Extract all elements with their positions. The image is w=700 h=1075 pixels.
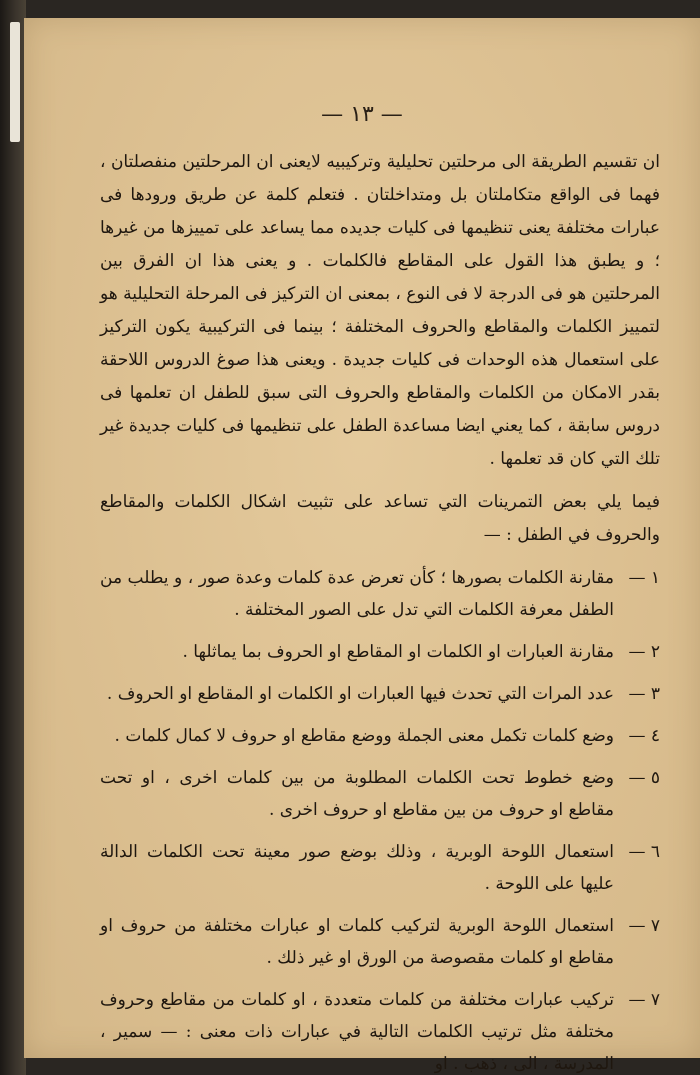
list-item bbox=[100, 678, 660, 710]
list-item bbox=[100, 910, 660, 974]
list-item-text: عدد المرات التي تحدث فيها العبارات او الكلمات او المقاطع او الحروف . bbox=[106, 684, 614, 704]
paragraph-1: ان تقسيم الطريقة الى مرحلتين تحليلية وتركيبيه لايعنى ان المرحلتين منفصلتان ، فهما فى الواقع متكاملتان بل ومتداخلتان . فتعلم كلمة عن طريق ورودها فى عبارات مختلفة يعنى تنظيمها فى كليات جديده مما يساعد على تمييزها من غيرها ؛ و يطبق هذا القول على المقاطع فالكلمات . و يعنى هذا ان الفرق بين المرحلتين هو فى الدرجة لا فى النوع ، بمعنى ان التركيز فى المرحلة التحليلية هو لتمييز الكلمات والمقاطع والحروف المختلفة ؛ بينما فى التركيبية يكون التركيز على استعمال هذه الوحدات فى كليات جديدة . ويعنى هذا صوغ الدروس اللاحقة بقدر الامكان من الكلمات والمقاطع والحروف التى سبق للطفل ان تعلمها فى دروس سابقة ، كما يعني ايضا مساعدة الطفل على تنظيمها فى كليات جديدة غير تلك التي كان قد تعلمها . bbox=[100, 152, 660, 469]
document-page bbox=[24, 18, 700, 1074]
page-number: — ١٣ — bbox=[321, 102, 403, 127]
list-item-number: ٧ — bbox=[628, 990, 660, 1010]
list-item-number: ٧ — bbox=[628, 916, 660, 936]
list-item bbox=[100, 562, 660, 626]
list-item-text: استعمال اللوحة الوبرية ، وذلك بوضع صور معينة تحت الكلمات الدالة عليها على اللوحة . bbox=[100, 842, 614, 894]
list-item bbox=[100, 836, 660, 900]
list-item-number: ٤ — bbox=[628, 726, 660, 746]
list-item bbox=[100, 984, 660, 1075]
list-item-text: مقارنة الكلمات بصورها ؛ كأن تعرض عدة كلمات وعدة صور ، و يطلب من الطفل معرفة الكلمات التي تدل على الصور المختلفة . bbox=[100, 568, 614, 620]
list-item-text: وضع كلمات تكمل معنى الجملة ووضع مقاطع او حروف لا كمال كلمات . bbox=[114, 726, 614, 746]
list-item-number: ١ — bbox=[628, 568, 660, 588]
list-item-number: ٥ — bbox=[628, 768, 660, 788]
list-item-number: ٦ — bbox=[628, 842, 660, 862]
paragraph-2: فيما يلي بعض التمرينات التي تساعد على تثبيت اشكال الكلمات والمقاطع والحروف في الطفل : — bbox=[100, 492, 660, 545]
list-item bbox=[100, 762, 660, 826]
list-item-text: استعمال اللوحة الوبرية لتركيب كلمات او عبارات مختلفة من حروف او مقاطع او كلمات مقصوصة من الورق او غير ذلك . bbox=[100, 916, 614, 968]
page-body bbox=[100, 146, 660, 1075]
list-item-text: مقارنة العبارات او الكلمات او المقاطع او الحروف بما يماثلها . bbox=[182, 642, 614, 662]
list-item-text: وضع خطوط تحت الكلمات المطلوبة من بين كلمات اخرى ، او تحت مقاطع او حروف من بين مقاطع او حروف اخرى . bbox=[100, 768, 614, 820]
list-item-number: ٢ — bbox=[628, 642, 660, 662]
list-item-text: تركيب عبارات مختلفة من كلمات متعددة ، او كلمات من مقاطع وحروف مختلفة مثل ترتيب الكلمات التالية في عبارات ذات معنى : — سمير ، المدرسة ، الى ، ذهب . او bbox=[100, 990, 614, 1074]
scan-background-edge bbox=[0, 0, 26, 1075]
list-item-number: ٣ — bbox=[628, 684, 660, 704]
list-item bbox=[100, 636, 660, 668]
list-item bbox=[100, 720, 660, 752]
binding-paper-strip bbox=[10, 22, 20, 142]
